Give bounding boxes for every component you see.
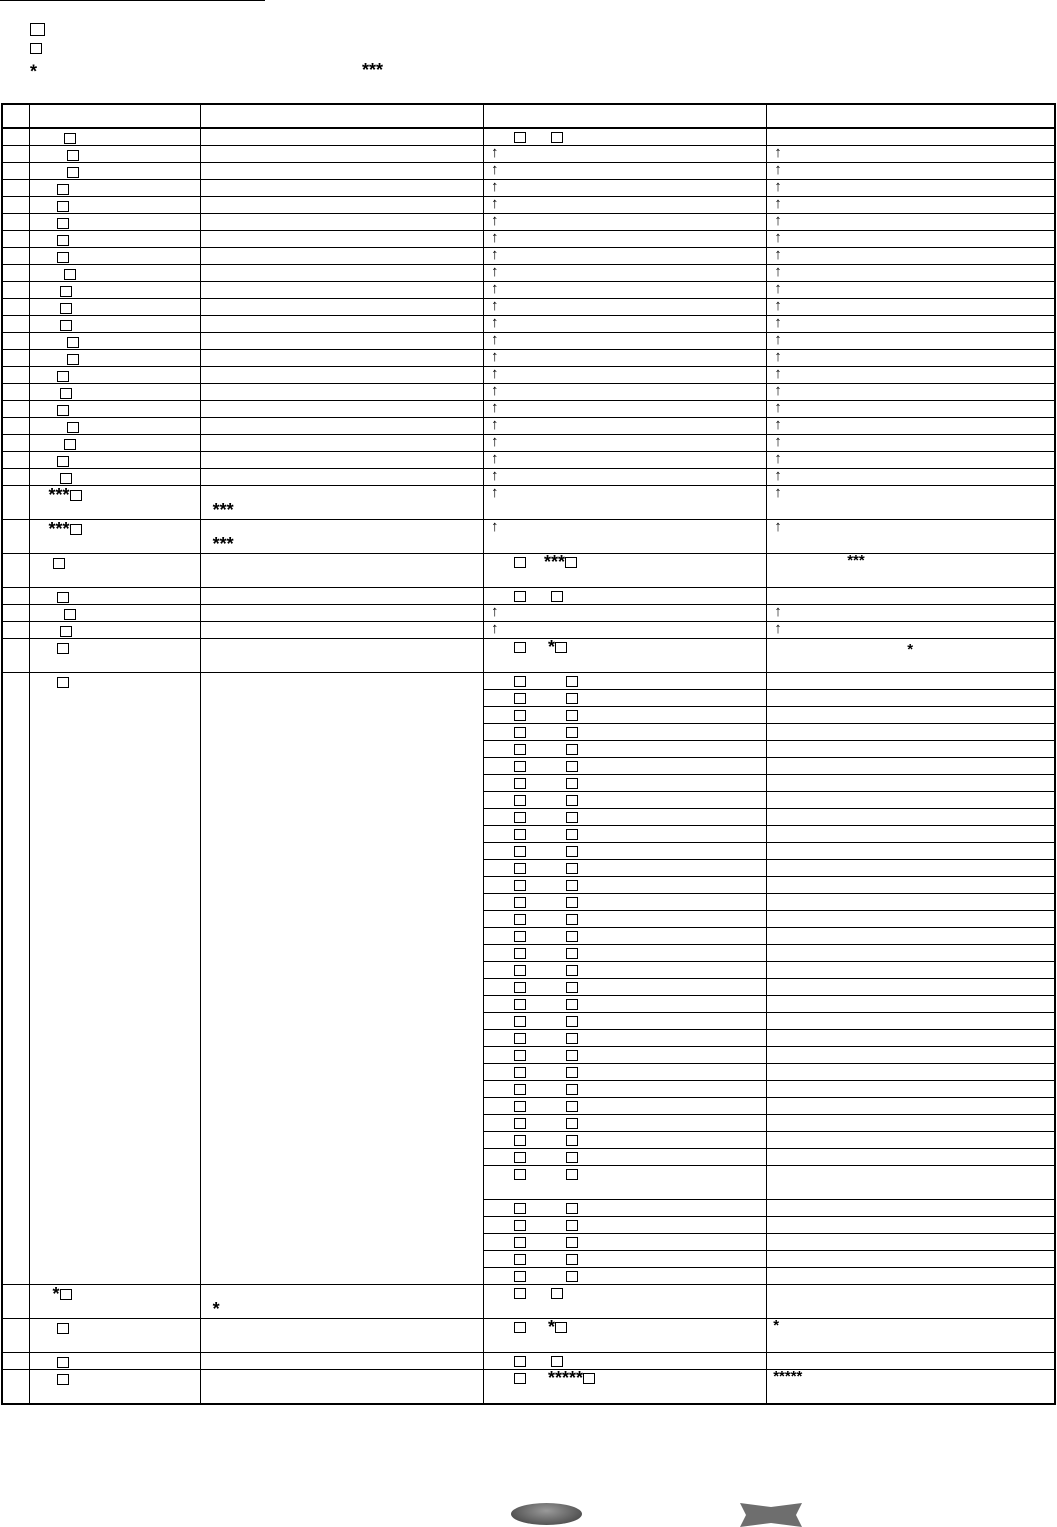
- oval-button-icon[interactable]: [511, 1503, 582, 1525]
- table-row: [2, 146, 1055, 163]
- box-icon: [566, 846, 578, 857]
- box-icon: [566, 965, 578, 976]
- ditto-arrow: ↑: [483, 282, 766, 299]
- box-icon: [514, 1050, 526, 1061]
- table-row: [2, 1370, 1055, 1404]
- box-icon: [57, 252, 69, 263]
- box-icon: [57, 184, 69, 195]
- box-icon: [57, 201, 69, 212]
- thick-box-icon: [30, 23, 45, 36]
- box-icon: [566, 744, 578, 755]
- triple-star: ***: [767, 554, 1055, 588]
- table-row: [2, 588, 1055, 605]
- table-row: [2, 1285, 1055, 1319]
- ditto-arrow: ↑: [483, 350, 766, 367]
- box-icon: [514, 1033, 526, 1044]
- box-icon: [57, 677, 69, 688]
- ditto-arrow: ↑: [483, 180, 766, 197]
- table-row: [2, 214, 1055, 231]
- ditto-arrow: ↑: [483, 333, 766, 350]
- box-icon: [514, 863, 526, 874]
- box-icon: [514, 1322, 526, 1333]
- box-icon: [514, 982, 526, 993]
- box-icon: [57, 218, 69, 229]
- table-row: [2, 452, 1055, 469]
- box-icon: [64, 269, 76, 280]
- box-icon: [514, 1271, 526, 1282]
- ditto-arrow: ↑: [767, 435, 1055, 452]
- ditto-arrow: ↑: [767, 486, 1055, 520]
- legend-line-3: [30, 61, 38, 82]
- box-icon: [514, 1118, 526, 1129]
- box-icon: [70, 490, 82, 501]
- box-icon: [60, 320, 72, 331]
- table-row: [2, 554, 1055, 588]
- single-star: *: [547, 638, 555, 658]
- box-icon: [514, 1016, 526, 1027]
- box-icon: [566, 948, 578, 959]
- box-icon: [60, 473, 72, 484]
- ditto-arrow: ↑: [767, 452, 1055, 469]
- table-row: [2, 163, 1055, 180]
- box-icon: [566, 727, 578, 738]
- triple-star: ***: [212, 500, 234, 520]
- box-icon: [514, 1203, 526, 1214]
- box-icon: [566, 829, 578, 840]
- box-icon: [60, 388, 72, 399]
- table-row: [2, 197, 1055, 214]
- box-icon: [70, 524, 82, 535]
- ditto-arrow: ↑: [483, 469, 766, 486]
- ditto-arrow: ↑: [767, 299, 1055, 316]
- table-row: [2, 384, 1055, 401]
- box-icon: [566, 1203, 578, 1214]
- box-icon: [583, 1373, 595, 1384]
- triple-star: ***: [48, 485, 70, 506]
- box-icon: [566, 795, 578, 806]
- box-icon: [566, 999, 578, 1010]
- ditto-arrow: ↑: [767, 214, 1055, 231]
- legend-triple-star: ***: [362, 60, 384, 80]
- ditto-arrow: ↑: [767, 316, 1055, 333]
- triple-star: ***: [212, 534, 234, 554]
- ditto-arrow: ↑: [767, 146, 1055, 163]
- box-icon: [566, 1152, 578, 1163]
- box-icon: [566, 1050, 578, 1061]
- ditto-arrow: ↑: [767, 333, 1055, 350]
- single-star: *: [547, 1318, 555, 1338]
- box-icon: [566, 1135, 578, 1146]
- ditto-arrow: ↑: [483, 231, 766, 248]
- box-icon: [514, 710, 526, 721]
- box-icon: [514, 132, 526, 143]
- box-icon: [566, 931, 578, 942]
- table-header: [2, 104, 1055, 128]
- ditto-arrow: ↑: [483, 622, 766, 639]
- ditto-arrow: ↑: [767, 605, 1055, 622]
- box-icon: [566, 693, 578, 704]
- table-row: [2, 401, 1055, 418]
- box-icon: [57, 1374, 69, 1385]
- box-icon: [514, 744, 526, 755]
- table-row: [2, 1353, 1055, 1370]
- box-icon: [60, 1289, 72, 1300]
- ditto-arrow: ↑: [483, 384, 766, 401]
- ditto-arrow: ↑: [483, 367, 766, 384]
- box-icon: [514, 795, 526, 806]
- ditto-arrow: ↑: [483, 146, 766, 163]
- box-icon: [67, 422, 79, 433]
- box-icon: [566, 1016, 578, 1027]
- box-icon: [53, 558, 65, 569]
- ditto-arrow: ↑: [483, 316, 766, 333]
- legend-line-1: [30, 21, 45, 36]
- box-icon: [64, 133, 76, 144]
- legend-line-2: [30, 40, 42, 54]
- box-icon: [514, 557, 526, 568]
- box-icon: [514, 727, 526, 738]
- table-row: [2, 520, 1055, 554]
- box-icon: [514, 812, 526, 823]
- box-icon: [514, 1220, 526, 1231]
- box-icon: [514, 931, 526, 942]
- ditto-arrow: ↑: [767, 520, 1055, 554]
- ditto-arrow: ↑: [483, 265, 766, 282]
- box-icon: [566, 761, 578, 772]
- box-icon: [514, 1152, 526, 1163]
- box-icon: [514, 1084, 526, 1095]
- ditto-arrow: ↑: [483, 605, 766, 622]
- ditto-arrow: ↑: [483, 214, 766, 231]
- box-icon: [514, 591, 526, 602]
- ditto-arrow: ↑: [767, 231, 1055, 248]
- table-row: [2, 469, 1055, 486]
- ditto-arrow: ↑: [483, 163, 766, 180]
- ditto-arrow: ↑: [483, 435, 766, 452]
- table-row: [2, 316, 1055, 333]
- box-icon: [57, 1323, 69, 1334]
- ditto-arrow: ↑: [483, 452, 766, 469]
- box-icon: [514, 846, 526, 857]
- top-rule: [0, 0, 265, 1]
- box-icon: [514, 999, 526, 1010]
- single-star: *: [767, 1319, 1055, 1353]
- box-icon: [67, 150, 79, 161]
- ditto-arrow: ↑: [767, 265, 1055, 282]
- box-icon: [565, 557, 577, 568]
- box-icon: [514, 761, 526, 772]
- table-row: [2, 350, 1055, 367]
- box-icon: [57, 371, 69, 382]
- triple-star: ***: [48, 519, 70, 540]
- ditto-arrow: ↑: [767, 401, 1055, 418]
- ditto-arrow: ↑: [767, 282, 1055, 299]
- box-icon: [514, 1373, 526, 1384]
- box-icon: [57, 235, 69, 246]
- ditto-arrow: ↑: [767, 180, 1055, 197]
- box-icon: [566, 1033, 578, 1044]
- triple-star: ***: [543, 553, 565, 573]
- five-star: *****: [547, 1369, 583, 1389]
- box-icon: [514, 914, 526, 925]
- box-icon: [57, 405, 69, 416]
- box-icon: [514, 693, 526, 704]
- box-icon: [566, 1237, 578, 1248]
- spec-table: [1, 103, 1056, 1405]
- ditto-arrow: ↑: [767, 469, 1055, 486]
- box-icon: [566, 880, 578, 891]
- box-icon: [514, 1135, 526, 1146]
- box-icon: [555, 1322, 567, 1333]
- table-row: [2, 282, 1055, 299]
- ditto-arrow: ↑: [483, 418, 766, 435]
- ditto-arrow: ↑: [483, 486, 766, 520]
- table-row: [2, 622, 1055, 639]
- box-icon: [551, 1288, 563, 1299]
- box-icon: [566, 1169, 578, 1180]
- table-row: [2, 673, 1055, 690]
- box-icon: [514, 1356, 526, 1367]
- box-icon: [566, 897, 578, 908]
- ribbon-arrow-icon[interactable]: [740, 1503, 802, 1527]
- box-icon: [514, 1288, 526, 1299]
- box-icon: [57, 1357, 69, 1368]
- five-star: *****: [767, 1370, 1055, 1404]
- table-row: [2, 605, 1055, 622]
- box-icon: [514, 642, 526, 653]
- box-icon: [566, 1220, 578, 1231]
- ditto-arrow: ↑: [767, 248, 1055, 265]
- box-icon: [551, 1356, 563, 1367]
- box-icon: [64, 609, 76, 620]
- box-icon: [514, 1067, 526, 1078]
- box-icon: [566, 1254, 578, 1265]
- box-icon: [514, 948, 526, 959]
- box-icon: [57, 456, 69, 467]
- ditto-arrow: ↑: [483, 299, 766, 316]
- ditto-arrow: ↑: [767, 163, 1055, 180]
- table-row: [2, 418, 1055, 435]
- ditto-arrow: ↑: [483, 197, 766, 214]
- table-row: [2, 299, 1055, 316]
- box-icon: [60, 626, 72, 637]
- box-icon: [514, 1254, 526, 1265]
- ditto-arrow: ↑: [767, 622, 1055, 639]
- box-icon: [566, 1271, 578, 1282]
- ditto-arrow: ↑: [767, 384, 1055, 401]
- box-icon: [566, 676, 578, 687]
- box-icon: [514, 778, 526, 789]
- box-icon: [566, 1067, 578, 1078]
- table-row: [2, 1319, 1055, 1353]
- single-star: *: [767, 639, 1055, 673]
- ditto-arrow: ↑: [767, 197, 1055, 214]
- single-star: *: [52, 1284, 60, 1305]
- box-icon: [566, 914, 578, 925]
- box-icon: [551, 591, 563, 602]
- table-row: [2, 367, 1055, 384]
- ditto-arrow: ↑: [483, 520, 766, 554]
- box-icon: [551, 132, 563, 143]
- box-icon: [60, 286, 72, 297]
- box-icon: [566, 863, 578, 874]
- table-row: [2, 486, 1055, 520]
- box-icon: [60, 303, 72, 314]
- box-icon: [57, 643, 69, 654]
- box-icon: [67, 337, 79, 348]
- legend-star: *: [30, 61, 38, 82]
- box-icon: [566, 778, 578, 789]
- box-icon: [30, 43, 42, 54]
- table-row: [2, 265, 1055, 282]
- table-row: [2, 128, 1055, 146]
- box-icon: [514, 880, 526, 891]
- box-icon: [555, 642, 567, 653]
- box-icon: [67, 354, 79, 365]
- table-row: [2, 435, 1055, 452]
- box-icon: [514, 1169, 526, 1180]
- ditto-arrow: ↑: [767, 350, 1055, 367]
- box-icon: [514, 1101, 526, 1112]
- table-row: [2, 639, 1055, 673]
- box-icon: [566, 982, 578, 993]
- ditto-arrow: ↑: [767, 367, 1055, 384]
- table-row: [2, 231, 1055, 248]
- box-icon: [566, 710, 578, 721]
- table-row: [2, 333, 1055, 350]
- box-icon: [64, 439, 76, 450]
- ditto-arrow: ↑: [483, 248, 766, 265]
- ditto-arrow: ↑: [483, 401, 766, 418]
- ditto-arrow: ↑: [767, 418, 1055, 435]
- box-icon: [566, 1101, 578, 1112]
- box-icon: [514, 829, 526, 840]
- box-icon: [566, 812, 578, 823]
- table-row: [2, 180, 1055, 197]
- box-icon: [514, 965, 526, 976]
- box-icon: [514, 1237, 526, 1248]
- box-icon: [566, 1118, 578, 1129]
- box-icon: [57, 592, 69, 603]
- box-icon: [514, 676, 526, 687]
- table-row: [2, 248, 1055, 265]
- box-icon: [566, 1084, 578, 1095]
- box-icon: [514, 897, 526, 908]
- box-icon: [67, 167, 79, 178]
- single-star: *: [212, 1299, 220, 1319]
